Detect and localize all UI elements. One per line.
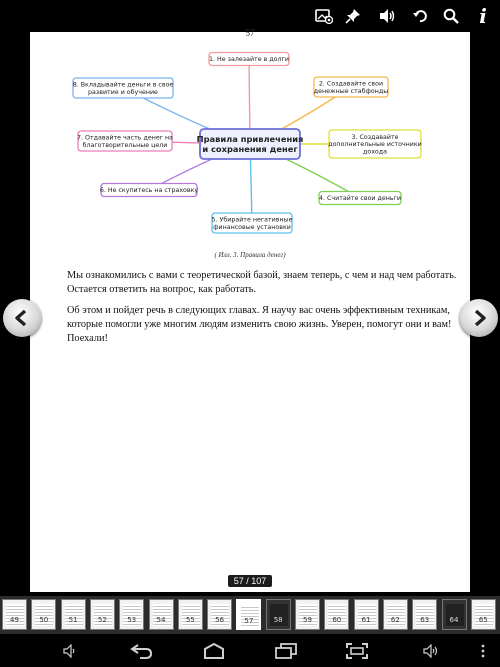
mind-map-node-text: финансовые установки bbox=[213, 223, 291, 231]
mind-map-node-text: 8. Вкладывайте деньги в свое bbox=[72, 81, 174, 89]
mind-map-node-text: 5. Убирайте негативные bbox=[211, 216, 293, 224]
mind-map-node-text: благотворительные цели bbox=[82, 141, 168, 149]
thumbnail-label: 63 bbox=[420, 616, 430, 624]
thumbnail-label: 52 bbox=[97, 616, 107, 624]
thumbnail-label: 51 bbox=[68, 616, 78, 624]
next-page-button[interactable] bbox=[460, 299, 498, 337]
page-thumbnail[interactable] bbox=[442, 599, 467, 630]
thumbnail-strip[interactable] bbox=[0, 596, 500, 634]
thumbnail-label: 49 bbox=[10, 616, 19, 624]
mind-map-node-text: 2. Создавайте свои bbox=[318, 80, 384, 88]
thumbnail-label: 65 bbox=[478, 616, 488, 624]
thumbnail-label: 60 bbox=[332, 616, 342, 624]
page-counter: 57 / 107 bbox=[228, 575, 272, 587]
mind-map-node-text: 7. Отдавайте часть денег на bbox=[77, 134, 173, 142]
page-number: 57 bbox=[245, 28, 255, 38]
page-thumbnail[interactable] bbox=[324, 599, 349, 630]
mind-map-node-8 bbox=[73, 78, 174, 98]
mind-map-node-7 bbox=[77, 131, 173, 151]
figure-caption: ( Илл. 3. Правила денег) bbox=[214, 251, 286, 259]
volume-down-icon[interactable] bbox=[60, 642, 80, 660]
paragraph-2: Об этом и пойдет речь в следующих главах. Я научу вас очень эффективным техникам, которые помогли уже многим людям изменить свою жизнь. Уверен, помогут они и вам! Поехали! bbox=[67, 305, 452, 344]
page-thumbnail[interactable] bbox=[61, 599, 86, 630]
mind-map-node-4 bbox=[319, 192, 401, 205]
home-icon[interactable] bbox=[200, 642, 228, 660]
rotate-icon[interactable] bbox=[408, 4, 432, 28]
previous-page-button[interactable] bbox=[3, 299, 41, 337]
info-icon-label: i bbox=[479, 4, 487, 28]
page-thumbnail[interactable] bbox=[178, 599, 203, 630]
mind-map-center-text: Правила привлечения bbox=[196, 134, 304, 144]
mind-map-node-text: денежные стабфонды bbox=[313, 87, 389, 95]
page-thumbnail[interactable] bbox=[354, 599, 379, 630]
thumbnail-label: 57 bbox=[244, 617, 254, 625]
page-thumbnail[interactable] bbox=[412, 599, 437, 630]
mind-map-node-text: развитие и обучение bbox=[88, 88, 158, 96]
back-icon[interactable] bbox=[128, 642, 156, 660]
thumbnail-label: 54 bbox=[156, 616, 166, 624]
menu-icon[interactable] bbox=[478, 642, 488, 660]
thumbnail-label: 55 bbox=[185, 616, 195, 624]
mind-map-node-5 bbox=[212, 213, 293, 233]
mind-map-node-6 bbox=[100, 184, 199, 197]
system-nav-bar bbox=[0, 634, 500, 667]
page-thumbnail[interactable] bbox=[90, 599, 115, 630]
recent-apps-icon[interactable] bbox=[272, 642, 300, 660]
volume-icon[interactable] bbox=[375, 4, 399, 28]
mind-map-node-2 bbox=[314, 77, 388, 97]
thumbnail-label: 59 bbox=[303, 616, 312, 624]
thumbnail-label: 61 bbox=[361, 616, 371, 624]
page-thumbnail[interactable] bbox=[471, 599, 496, 630]
mind-map-node-text: 4. Считайте свои деньги bbox=[319, 195, 401, 203]
page-thumbnail[interactable] bbox=[295, 599, 320, 630]
page-thumbnail[interactable] bbox=[236, 599, 261, 630]
thumbnail-label: 62 bbox=[390, 616, 400, 624]
mind-map-node-text: дополнительные источники bbox=[328, 141, 422, 149]
thumbnail-label: 58 bbox=[273, 616, 283, 624]
mind-map-node-text: 3. Создавайте bbox=[351, 133, 399, 141]
mind-map bbox=[30, 32, 470, 247]
mind-map-node-3 bbox=[328, 130, 422, 158]
paragraph-1: Мы ознакомились с вами с теоретической базой, знаем теперь, с чем и над чем работать. Остается ответить на вопрос, как работать. bbox=[67, 270, 457, 295]
mind-map-center-text: и сохранения денег bbox=[202, 144, 298, 154]
search-icon[interactable] bbox=[439, 4, 463, 28]
page-thumbnail[interactable] bbox=[2, 599, 27, 630]
eye-view-icon[interactable] bbox=[312, 4, 336, 28]
mind-map-node-1 bbox=[209, 53, 289, 66]
thumbnail-label: 64 bbox=[449, 616, 459, 624]
page-thumbnail[interactable] bbox=[383, 599, 408, 630]
pin-icon[interactable] bbox=[341, 4, 365, 28]
page-thumbnail[interactable] bbox=[149, 599, 174, 630]
chevron-right-icon bbox=[470, 309, 488, 327]
volume-up-icon[interactable] bbox=[420, 642, 442, 660]
thumbnail-label: 56 bbox=[215, 616, 225, 624]
page-thumbnail[interactable] bbox=[207, 599, 232, 630]
chevron-left-icon bbox=[13, 309, 31, 327]
page-thumbnail[interactable] bbox=[31, 599, 56, 630]
mind-map-node-text: дохода bbox=[363, 148, 387, 156]
info-icon[interactable] bbox=[471, 4, 495, 28]
thumbnail-label: 50 bbox=[39, 616, 49, 624]
mind-map-center bbox=[197, 129, 304, 159]
thumbnail-label: 53 bbox=[127, 616, 137, 624]
page-thumbnail[interactable] bbox=[119, 599, 144, 630]
mind-map-node-text: 6. Не скупитесь на страховку bbox=[99, 187, 199, 195]
screenshot-icon[interactable] bbox=[344, 642, 370, 660]
page-thumbnail[interactable] bbox=[266, 599, 291, 630]
book-page bbox=[30, 28, 470, 592]
mind-map-node-text: 1. Не залезайте в долги bbox=[209, 56, 289, 64]
